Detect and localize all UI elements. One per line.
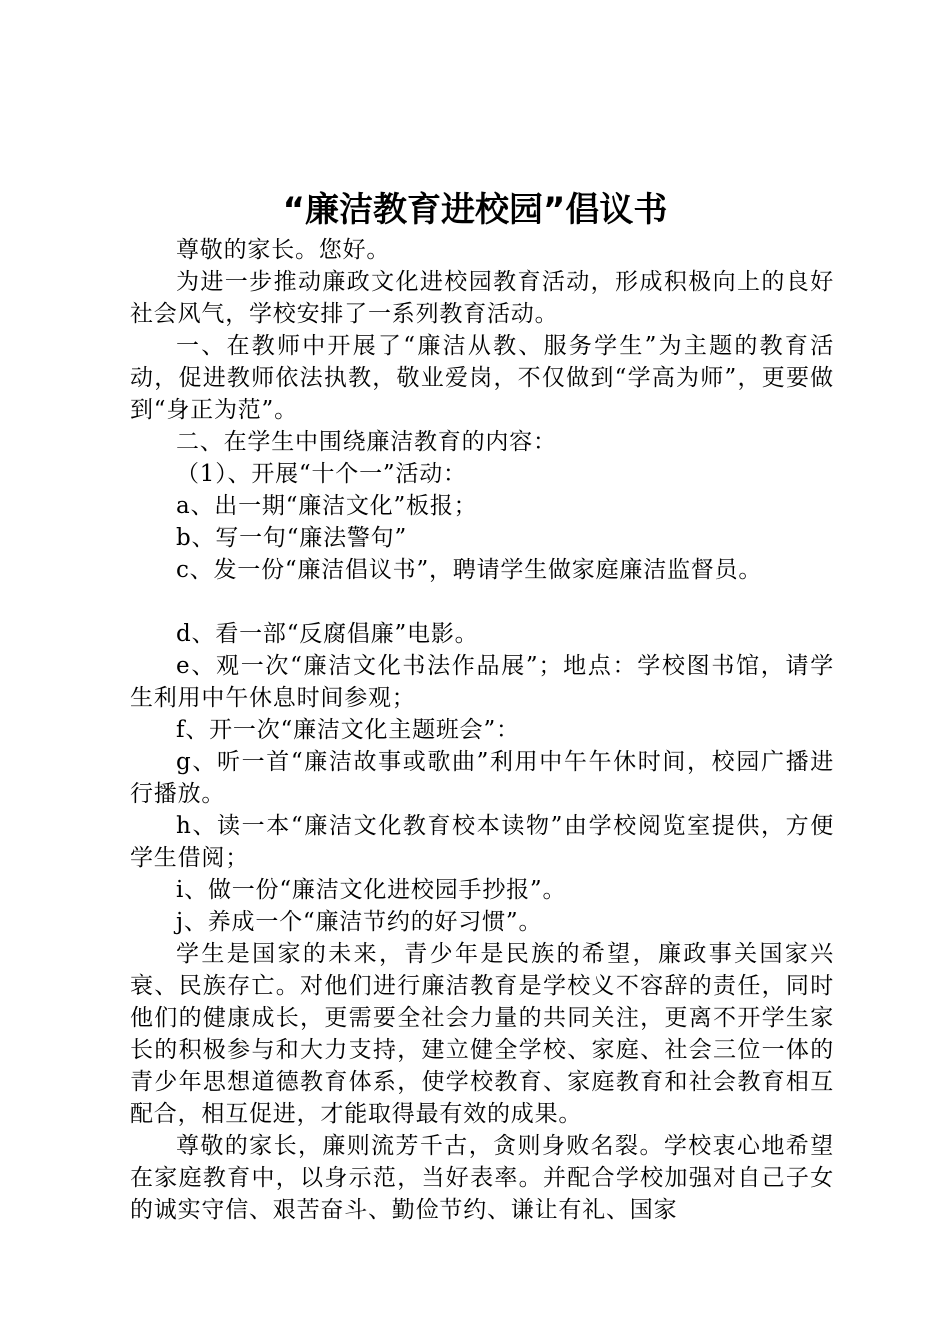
list-item-c: c、发一份“廉洁倡议书”，聘请学生做家庭廉洁监督员。	[176, 557, 763, 583]
list-item-i: i、做一份“廉洁文化进校园手抄报”。	[176, 877, 567, 903]
paragraph-intro: 为进一步推动廉政文化进校园教育活动，形成积极向上的良好社会风气，学校安排了一系列教育活动。	[130, 269, 834, 327]
blank-line	[130, 586, 834, 618]
list-item-h: h、读一本“廉洁文化教育校本读物”由学校阅览室提供，方便学生借阅；	[130, 813, 834, 871]
list-item-b: b、写一句“廉法警句”	[176, 525, 408, 551]
document-title: “廉洁教育进校园”倡议书	[282, 190, 668, 230]
list-item-e: e、观一次“廉洁文化书法作品展”；地点：学校图书馆，请学生利用中午休息时间参观；	[130, 653, 834, 711]
paragraph-teachers: 一、在教师中开展了“廉洁从教、服务学生”为主题的教育活动，促进教师依法执教，敬业爱岗，不仅做到“学高为师”，更要做到“身正为范”。	[130, 333, 834, 423]
paragraph-responsibility: 学生是国家的未来，青少年是民族的希望，廉政事关国家兴衰、民族存亡。对他们进行廉洁教育是学校义不容辞的责任，同时他们的健康成长，更需要全社会力量的共同关注，更离不开学生家长的积极参与和大力支持，建立健全学校、家庭、社会三位一体的青少年思想道德教育体系，使学校教育、家庭教育和社会教育相互配合，相互促进，才能取得最有效的成果。	[130, 941, 834, 1127]
paragraph-greeting: 尊敬的家长。您好。	[176, 237, 391, 263]
paragraph-students: 二、在学生中围绕廉洁教育的内容：	[176, 429, 557, 455]
document-body	[130, 234, 834, 1226]
list-item-j: j、养成一个“廉洁节约的好习惯”。	[176, 909, 543, 935]
list-item-g: g、听一首“廉洁故事或歌曲”利用中午午休时间，校园广播进行播放。	[130, 749, 834, 807]
paragraph-ten-activities: （1）、开展“十个一”活动：	[176, 461, 467, 487]
list-item-a: a、出一期“廉洁文化”板报；	[176, 493, 478, 519]
paragraph-appeal: 尊敬的家长，廉则流芳千古，贪则身败名裂。学校衷心地希望在家庭教育中，以身示范，当好表率。并配合学校加强对自己子女的诚实守信、艰苦奋斗、勤俭节约、谦让有礼、国家	[130, 1133, 834, 1223]
list-item-f: f、开一次“廉洁文化主题班会”：	[176, 717, 520, 743]
list-item-d: d、看一部“反腐倡廉”电影。	[176, 621, 479, 647]
